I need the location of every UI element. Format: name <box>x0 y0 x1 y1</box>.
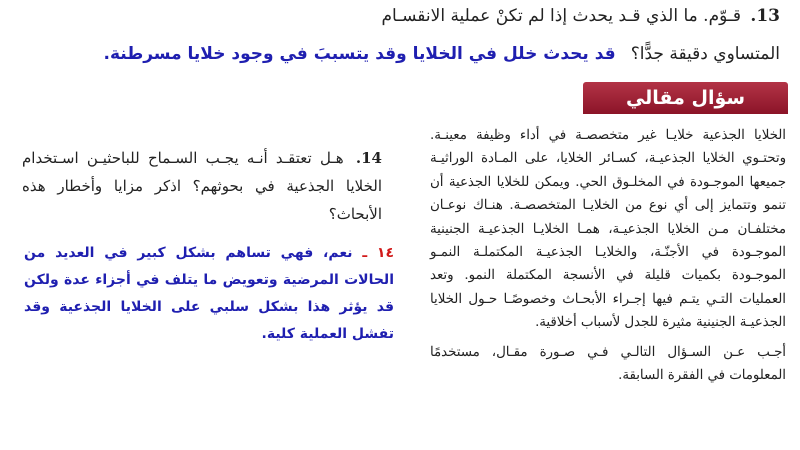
passage-instruction: أجـب عـن السـؤال التالـي فـي صـورة مقـال، مستخدمًا المعلومات في الفقرة السابقة. <box>430 344 786 384</box>
banner-title: سؤال مقالي <box>625 87 746 109</box>
question-13-number: 13. <box>750 6 780 26</box>
question-13-answer: قد يحدث خلل في الخلايا وقد يتسببَ في وجود خلايا مسرطنة. <box>103 44 616 64</box>
essay-question-banner <box>583 82 788 114</box>
passage-text: الخلايا الجذعية خلايـا غير متخصصـة في أداء وظيفة معينـة. وتحتـوي الخلايا الجذعيـة، كسـائر الخلايا، على المـادة الوراثيـة جميعها الموجـودة في المخلـوق الحي. ويمكن للخلايا الجذعية أن تنمو وتتمايز إلى أي نوع من الخلايـا المتخصصـة. هنـاك نوعـان مختلفـان مـن الخلايا الجذعيـة، همـا الخلايـا الجذعيـة الجنينية الموجـودة في الأجنّـة، والخلايـا الجذعيـة المكتملـة النمـو الموجـودة بكميات قليلة في الأنسجة المكتملة النمو. وتعد العمليات التـي يتـم فيها إجـراء الأبحـاث وخصوصًـا حـول الخلايا الجذعيـة الجنينية مثيرة للجدل لأسباب أخلاقية. <box>430 128 786 331</box>
question-14-text: هـل تعتقـد أنـه يجـب السـماح للباحثيـن اسـتخدام الخلايا الجذعية في بحوثهم؟ اذكر مزايا وأخطار هذه الأبحاث؟ <box>22 149 382 223</box>
question-14-answer-number: ١٤ ـ <box>362 245 395 261</box>
question-14-answer-text: نعم، فهي تساهم بشكل كبير في العديد من الحالات المرضية وتعويض ما يتلف في أجزاء عدة ولكن قد يؤثر هذا بشكل سلبي على الخلايا الجذعية وقد تفشل العملية كلية. <box>24 245 394 342</box>
question-13 <box>40 6 780 26</box>
question-14-answer <box>24 240 394 348</box>
question-13-text-line2: المتساوي دقيقة جدًّا؟ <box>630 44 780 64</box>
question-13-text-line1: قـوّم. ما الذي قـد يحدث إذا لم تكنْ عملية الانقسـام <box>381 6 741 26</box>
question-13-line2 <box>40 44 780 64</box>
stem-cells-passage <box>430 124 786 387</box>
question-14-number: 14. <box>355 149 382 167</box>
question-14 <box>22 144 382 228</box>
